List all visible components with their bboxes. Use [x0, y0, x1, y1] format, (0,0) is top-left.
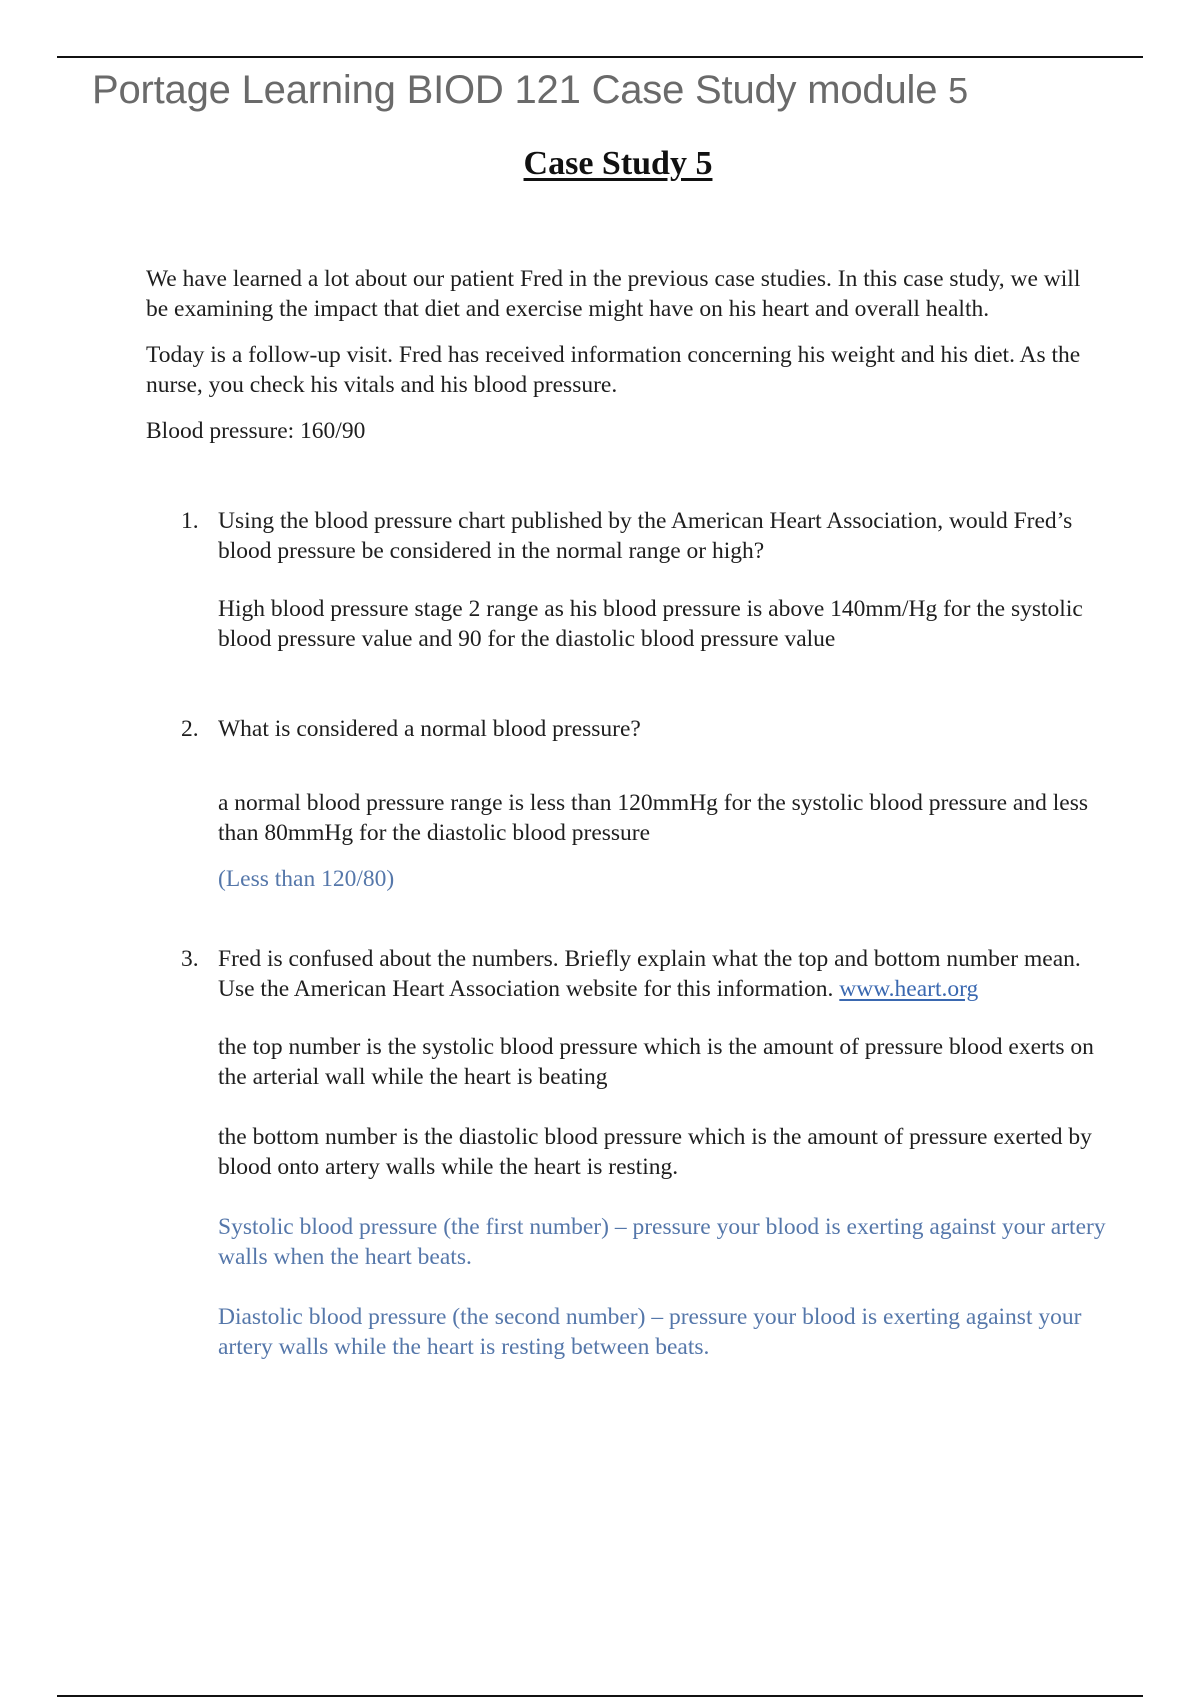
- question-number: 3.: [181, 946, 199, 972]
- question-text-body: Fred is confused about the numbers. Briefly explain what the top and bottom number mean. Use the American Heart Association website for this information.: [218, 946, 1081, 1002]
- answer-1-block: [146, 594, 1106, 654]
- answer-2-block: [146, 788, 1106, 894]
- reference-text: (Less than 120/80): [218, 866, 395, 892]
- heart-org-link[interactable]: www.heart.org: [839, 976, 979, 1002]
- question-text: Using the blood pressure chart published by the American Heart Association, would Fred’s blood pressure be considered in the normal range or high?: [218, 508, 1073, 564]
- answer-text: High blood pressure stage 2 range as his blood pressure is above 140mm/Hg for the systolic blood pressure value and 90 for the diastolic blood pressure value: [218, 596, 1083, 652]
- document-body: [146, 264, 1106, 1362]
- reference-diastolic: Diastolic blood pressure (the second number) – pressure your blood is exerting against your artery walls while the heart is resting between beats.: [218, 1304, 1082, 1360]
- bottom-rule: [57, 1695, 1143, 1697]
- document-title: [92, 68, 968, 113]
- question-number: 2.: [181, 716, 199, 742]
- answer-3-block: [146, 1032, 1106, 1362]
- answer-top-number: the top number is the systolic blood pressure which is the amount of pressure blood exerts on the arterial wall while the heart is beating: [218, 1034, 1094, 1090]
- question-number: 1.: [181, 508, 199, 534]
- case-study-heading: Case Study 5: [523, 145, 713, 182]
- top-rule: [57, 56, 1143, 58]
- question-text: [218, 944, 1106, 1004]
- document-title-number: 5: [948, 70, 968, 111]
- answer-bottom-number: the bottom number is the diastolic blood pressure which is the amount of pressure exerted by blood onto artery walls while the heart is resting.: [218, 1124, 1092, 1180]
- reference-systolic: Systolic blood pressure (the first number) – pressure your blood is exerting against your artery walls when the heart beats.: [218, 1214, 1106, 1270]
- question-1: [146, 506, 1106, 566]
- question-3: [146, 944, 1106, 1004]
- question-text: What is considered a normal blood pressure?: [218, 716, 641, 742]
- intro-paragraph-1: We have learned a lot about our patient Fred in the previous case studies. In this case study, we will be examining the impact that diet and exercise might have on his heart and overall health.: [146, 266, 1081, 322]
- document-title-text: Portage Learning BIOD 121 Case Study module: [92, 68, 949, 112]
- blood-pressure-reading: Blood pressure: 160/90: [146, 418, 366, 444]
- answer-text: a normal blood pressure range is less than 120mmHg for the systolic blood pressure and less than 80mmHg for the diastolic blood pressure: [218, 790, 1088, 846]
- question-2: [146, 714, 1106, 744]
- intro-paragraph-2: Today is a follow-up visit. Fred has received information concerning his weight and his diet. As the nurse, you check his vitals and his blood pressure.: [146, 342, 1081, 398]
